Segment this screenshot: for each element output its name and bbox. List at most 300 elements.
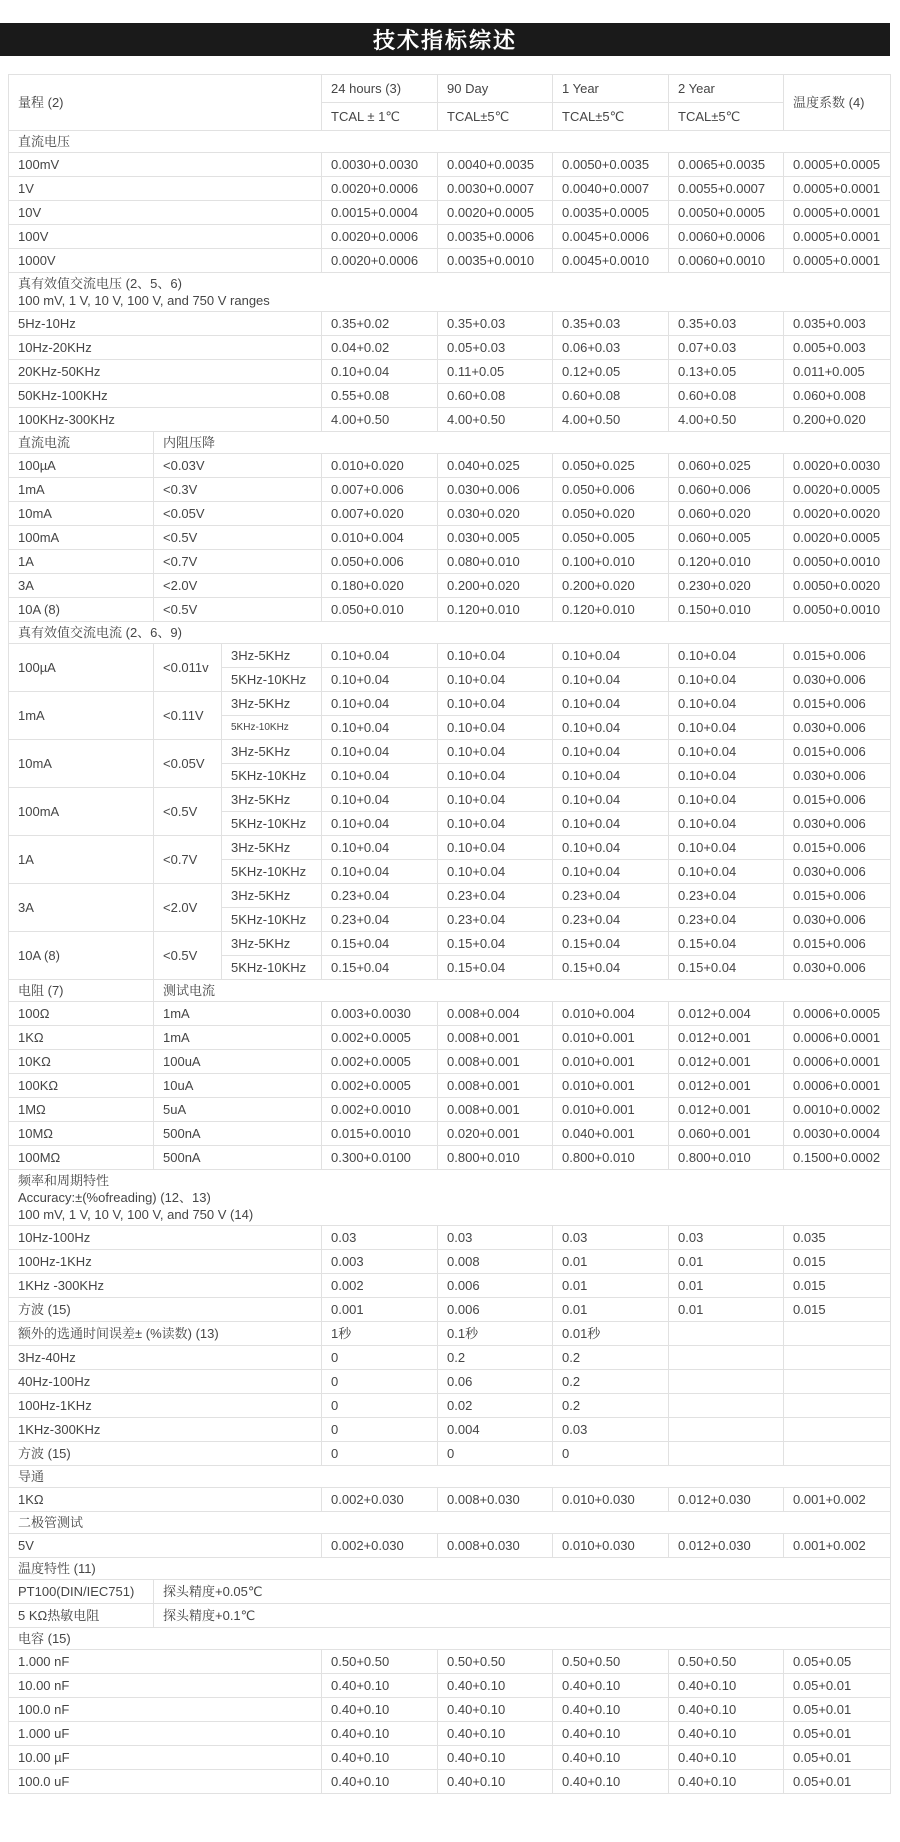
tempco-header: 温度系数 (4) — [784, 75, 891, 131]
section-label: 直流电压 — [9, 131, 891, 153]
value-cell: 0.03 — [553, 1418, 669, 1442]
table-row — [9, 408, 891, 432]
value-cell: 0.200+0.020 — [553, 574, 669, 598]
value-cell: 0.05+0.05 — [784, 1650, 891, 1674]
value-cell: 0.0030+0.0030 — [322, 153, 438, 177]
value-cell: 0.060+0.008 — [784, 384, 891, 408]
value-cell: 0.012+0.001 — [669, 1098, 784, 1122]
value-cell: 0.06+0.03 — [553, 336, 669, 360]
value-cell: 0.007+0.020 — [322, 502, 438, 526]
row-label: 10Hz-20KHz — [9, 336, 322, 360]
row-label: 10MΩ — [9, 1122, 154, 1146]
value-cell: 0.002+0.0005 — [322, 1026, 438, 1050]
value-cell: 0.05+0.01 — [784, 1770, 891, 1794]
value-cell: 0.10+0.04 — [669, 764, 784, 788]
value-cell: 0.008+0.001 — [438, 1050, 553, 1074]
table-row — [9, 1604, 891, 1628]
value-cell: 0.40+0.10 — [669, 1770, 784, 1794]
section-header-line: 100 mV, 1 V, 10 V, 100 V, and 750 V ranges — [18, 293, 270, 308]
value-cell: 0.0040+0.0035 — [438, 153, 553, 177]
value-cell: 0.050+0.006 — [322, 550, 438, 574]
value-cell: 0.002+0.030 — [322, 1488, 438, 1512]
value-cell: 0.02 — [438, 1394, 553, 1418]
value-cell: 1秒 — [322, 1322, 438, 1346]
value-cell: 0.004 — [438, 1418, 553, 1442]
table-row — [9, 550, 891, 574]
table-row — [9, 1322, 891, 1346]
value-cell: 0.012+0.001 — [669, 1026, 784, 1050]
table-row — [9, 526, 891, 550]
value-cell: 0.40+0.10 — [438, 1674, 553, 1698]
value-cell: 0.008+0.030 — [438, 1534, 553, 1558]
value-cell: 0.0006+0.0001 — [784, 1026, 891, 1050]
row-label: 10.00 nF — [9, 1674, 322, 1698]
row-label: 100KHz-300KHz — [9, 408, 322, 432]
value-cell: 0.10+0.04 — [322, 716, 438, 740]
value-cell: 0.005+0.003 — [784, 336, 891, 360]
table-row — [9, 225, 891, 249]
row-label: 5Hz-10Hz — [9, 312, 322, 336]
value-cell: 0.12+0.05 — [553, 360, 669, 384]
value-cell: 0.001+0.002 — [784, 1534, 891, 1558]
value-cell: 100uA — [154, 1050, 322, 1074]
value-cell: 0.06 — [438, 1370, 553, 1394]
table-row — [9, 1394, 891, 1418]
row-label: 100.0 nF — [9, 1698, 322, 1722]
value-cell: 0.15+0.04 — [553, 932, 669, 956]
value-cell: 0.030+0.006 — [784, 908, 891, 932]
value-cell: 0.015+0.006 — [784, 836, 891, 860]
column-header: 24 hours (3) — [322, 75, 438, 103]
value-cell: 0.10+0.04 — [322, 644, 438, 668]
value-cell: 0.40+0.10 — [438, 1722, 553, 1746]
value-cell: 0.15+0.04 — [669, 932, 784, 956]
value-cell: 0.0045+0.0006 — [553, 225, 669, 249]
value-cell: 0.008+0.001 — [438, 1026, 553, 1050]
value-cell: 0.2 — [553, 1346, 669, 1370]
section-label: 直流电流 — [9, 432, 154, 454]
value-cell — [669, 1394, 784, 1418]
value-cell: 3Hz-5KHz — [222, 884, 322, 908]
row-label: 3A — [9, 884, 154, 932]
value-cell: 0.0035+0.0010 — [438, 249, 553, 273]
value-cell: 0.05+0.01 — [784, 1722, 891, 1746]
section-row — [9, 1170, 891, 1226]
value-cell: 0.10+0.04 — [322, 788, 438, 812]
table-row — [9, 1370, 891, 1394]
value-cell: 0.030+0.006 — [784, 668, 891, 692]
value-cell: 0.015+0.0010 — [322, 1122, 438, 1146]
value-cell: 0.40+0.10 — [553, 1722, 669, 1746]
row-label: 1KΩ — [9, 1488, 322, 1512]
value-cell: 0.060+0.006 — [669, 478, 784, 502]
value-cell: 0.002+0.0010 — [322, 1098, 438, 1122]
value-cell: 0.0035+0.0006 — [438, 225, 553, 249]
row-label: 100µA — [9, 454, 154, 478]
value-cell: 0.23+0.04 — [438, 884, 553, 908]
value-cell: 0.0060+0.0010 — [669, 249, 784, 273]
table-row — [9, 1274, 891, 1298]
value-cell: 0.2 — [553, 1370, 669, 1394]
value-cell: 0 — [553, 1442, 669, 1466]
value-cell: 0.035+0.003 — [784, 312, 891, 336]
value-cell: 探头精度+0.1℃ — [154, 1604, 891, 1628]
value-cell: 3Hz-5KHz — [222, 692, 322, 716]
value-cell: 0.2 — [553, 1394, 669, 1418]
value-cell: 0.10+0.04 — [553, 740, 669, 764]
value-cell: 0.0020+0.0030 — [784, 454, 891, 478]
value-cell: 0.50+0.50 — [438, 1650, 553, 1674]
table-row — [9, 1674, 891, 1698]
table-row — [9, 1250, 891, 1274]
value-cell: <0.5V — [154, 526, 322, 550]
row-label: 1MΩ — [9, 1098, 154, 1122]
value-cell: 0.012+0.001 — [669, 1050, 784, 1074]
value-cell — [669, 1322, 784, 1346]
row-label: 20KHz-50KHz — [9, 360, 322, 384]
section-header-line: Accuracy:±(%ofreading) (12、13) — [18, 1190, 211, 1205]
row-label: 1V — [9, 177, 322, 201]
value-cell: 0.10+0.04 — [438, 836, 553, 860]
value-cell: 4.00+0.50 — [669, 408, 784, 432]
value-cell: 0.35+0.02 — [322, 312, 438, 336]
value-cell: 0.0050+0.0010 — [784, 550, 891, 574]
row-label: 100mA — [9, 788, 154, 836]
row-label: 50KHz-100KHz — [9, 384, 322, 408]
value-cell: 0.0005+0.0001 — [784, 201, 891, 225]
value-cell: 0.230+0.020 — [669, 574, 784, 598]
value-cell: 0.35+0.03 — [669, 312, 784, 336]
section-label: 真有效值交流电流 (2、6、9) — [9, 622, 891, 644]
value-cell: 0.10+0.04 — [322, 668, 438, 692]
row-label: 1KHz-300KHz — [9, 1418, 322, 1442]
value-cell: 0.10+0.04 — [438, 716, 553, 740]
row-label: 10V — [9, 201, 322, 225]
value-cell: 0.015+0.006 — [784, 932, 891, 956]
value-cell: 0.002+0.030 — [322, 1534, 438, 1558]
value-cell: 0.015+0.006 — [784, 692, 891, 716]
value-cell: 0.15+0.04 — [438, 956, 553, 980]
value-cell: 0.120+0.010 — [438, 598, 553, 622]
section-label: 温度特性 (11) — [9, 1558, 891, 1580]
value-cell: 0.10+0.04 — [438, 740, 553, 764]
value-cell: 0.40+0.10 — [438, 1698, 553, 1722]
table-row — [9, 598, 891, 622]
value-cell: 0.10+0.04 — [669, 692, 784, 716]
value-cell: <0.5V — [154, 598, 322, 622]
section-header-line: 真有效值交流电压 (2、5、6) — [18, 276, 182, 291]
value-cell: 0.015+0.006 — [784, 740, 891, 764]
row-label: 100.0 uF — [9, 1770, 322, 1794]
value-cell — [669, 1370, 784, 1394]
value-cell: 0.60+0.08 — [669, 384, 784, 408]
value-cell: 10uA — [154, 1074, 322, 1098]
value-cell: 0.10+0.04 — [553, 692, 669, 716]
value-cell: 0.10+0.04 — [553, 764, 669, 788]
value-cell: 0.0030+0.0004 — [784, 1122, 891, 1146]
value-cell: 0.0040+0.0007 — [553, 177, 669, 201]
tcal-header: TCAL±5℃ — [438, 103, 553, 131]
page-title: 技术指标综述 — [372, 28, 517, 53]
value-cell: 0.002 — [322, 1274, 438, 1298]
value-cell: 0.006 — [438, 1274, 553, 1298]
value-cell: 0.40+0.10 — [553, 1770, 669, 1794]
value-cell: 0.012+0.001 — [669, 1074, 784, 1098]
value-cell: 0.10+0.04 — [669, 716, 784, 740]
row-label: 1mA — [9, 478, 154, 502]
value-cell: 0.10+0.04 — [322, 860, 438, 884]
value-cell: 500nA — [154, 1146, 322, 1170]
value-cell: 4.00+0.50 — [322, 408, 438, 432]
value-cell: 0.0020+0.0005 — [784, 478, 891, 502]
value-cell — [784, 1322, 891, 1346]
value-cell: 0.23+0.04 — [438, 908, 553, 932]
value-cell: 0.04+0.02 — [322, 336, 438, 360]
value-cell: 0.03 — [438, 1226, 553, 1250]
section-label — [9, 1170, 891, 1226]
value-cell: 0.0020+0.0006 — [322, 225, 438, 249]
value-cell: 0.10+0.04 — [553, 812, 669, 836]
value-cell: 0.15+0.04 — [322, 956, 438, 980]
value-cell: <0.05V — [154, 740, 222, 788]
value-cell — [669, 1442, 784, 1466]
row-label: 100mA — [9, 526, 154, 550]
value-cell: 0.10+0.04 — [669, 836, 784, 860]
value-cell: 0.10+0.04 — [669, 788, 784, 812]
header-row-periods — [9, 75, 891, 103]
value-cell: 0.05+0.01 — [784, 1746, 891, 1770]
table-row — [9, 1298, 891, 1322]
value-cell — [669, 1346, 784, 1370]
table-row — [9, 1770, 891, 1794]
value-cell: 0.40+0.10 — [669, 1746, 784, 1770]
value-cell: 0.40+0.10 — [553, 1698, 669, 1722]
value-cell: 0.10+0.04 — [438, 644, 553, 668]
row-label: 10KΩ — [9, 1050, 154, 1074]
value-cell: 3Hz-5KHz — [222, 740, 322, 764]
value-cell: 0.008 — [438, 1250, 553, 1274]
row-label: 5KHz-10KHz — [222, 764, 322, 788]
row-label: PT100(DIN/IEC751) — [9, 1580, 154, 1604]
value-cell: 0.010+0.001 — [553, 1074, 669, 1098]
row-label: 5KHz-10KHz — [222, 908, 322, 932]
section-row — [9, 1512, 891, 1534]
value-cell: <0.03V — [154, 454, 322, 478]
value-cell: 0.030+0.006 — [784, 716, 891, 740]
value-cell: 0.030+0.006 — [784, 812, 891, 836]
value-cell: 0.23+0.04 — [669, 884, 784, 908]
value-cell: 0.011+0.005 — [784, 360, 891, 384]
value-cell: 0.003+0.0030 — [322, 1002, 438, 1026]
column-header: 90 Day — [438, 75, 553, 103]
table-row — [9, 644, 891, 668]
value-cell: 0.040+0.025 — [438, 454, 553, 478]
value-cell: 0.0020+0.0005 — [438, 201, 553, 225]
value-cell: 0.060+0.005 — [669, 526, 784, 550]
table-row — [9, 884, 891, 908]
value-cell: 0.015 — [784, 1250, 891, 1274]
value-cell: 0.10+0.04 — [669, 860, 784, 884]
value-cell: 0.0055+0.0007 — [669, 177, 784, 201]
value-cell: 0.50+0.50 — [669, 1650, 784, 1674]
value-cell: 0.002+0.0005 — [322, 1074, 438, 1098]
table-row — [9, 1418, 891, 1442]
table-row — [9, 1442, 891, 1466]
value-cell: 0.015+0.006 — [784, 884, 891, 908]
value-cell: 0.0060+0.0006 — [669, 225, 784, 249]
row-label: 5KHz-10KHz — [222, 668, 322, 692]
value-cell: 0.0020+0.0005 — [784, 526, 891, 550]
table-row — [9, 740, 891, 764]
row-label: 5KHz-10KHz — [222, 716, 322, 740]
value-cell: 0.10+0.04 — [553, 668, 669, 692]
table-row — [9, 836, 891, 860]
value-cell: <0.7V — [154, 836, 222, 884]
value-cell: 0 — [322, 1418, 438, 1442]
value-cell: <0.5V — [154, 788, 222, 836]
value-cell: 0.10+0.04 — [669, 644, 784, 668]
value-cell: 0.10+0.04 — [438, 692, 553, 716]
table-row — [9, 932, 891, 956]
value-cell: 0.10+0.04 — [669, 812, 784, 836]
column-header: 1 Year — [553, 75, 669, 103]
value-cell: 0.10+0.04 — [322, 764, 438, 788]
value-cell: 0.150+0.010 — [669, 598, 784, 622]
table-row — [9, 384, 891, 408]
value-cell: 0.01 — [553, 1298, 669, 1322]
value-cell: 0.05+0.01 — [784, 1698, 891, 1722]
section-label — [9, 273, 891, 312]
table-row — [9, 1122, 891, 1146]
value-cell: 0 — [438, 1442, 553, 1466]
table-row — [9, 1002, 891, 1026]
value-cell — [669, 1418, 784, 1442]
value-cell: <2.0V — [154, 574, 322, 598]
table-row — [9, 1074, 891, 1098]
table-row — [9, 1026, 891, 1050]
value-cell: 0.0015+0.0004 — [322, 201, 438, 225]
value-cell: 0.10+0.04 — [438, 668, 553, 692]
value-cell: 0.10+0.04 — [322, 360, 438, 384]
table-row — [9, 1534, 891, 1558]
value-cell: 3Hz-5KHz — [222, 788, 322, 812]
table-row — [9, 478, 891, 502]
value-cell: 0.060+0.001 — [669, 1122, 784, 1146]
value-cell: 0.0006+0.0005 — [784, 1002, 891, 1026]
value-cell: <0.7V — [154, 550, 322, 574]
row-label: 1KΩ — [9, 1026, 154, 1050]
section-row — [9, 622, 891, 644]
row-label: 10mA — [9, 502, 154, 526]
value-cell: 0.23+0.04 — [322, 908, 438, 932]
row-label: 5 KΩ热敏电阻 — [9, 1604, 154, 1628]
row-label: 10mA — [9, 740, 154, 788]
value-cell: 0.10+0.04 — [322, 836, 438, 860]
value-cell — [784, 1442, 891, 1466]
table-row — [9, 201, 891, 225]
value-cell: 0.010+0.020 — [322, 454, 438, 478]
section-row — [9, 131, 891, 153]
value-cell: 0.060+0.025 — [669, 454, 784, 478]
value-cell: 0.007+0.006 — [322, 478, 438, 502]
table-row — [9, 1580, 891, 1604]
value-cell: 0.35+0.03 — [438, 312, 553, 336]
tcal-header: TCAL ± 1℃ — [322, 103, 438, 131]
value-cell — [784, 1370, 891, 1394]
value-cell: 0.001 — [322, 1298, 438, 1322]
value-cell: 0.010+0.001 — [553, 1050, 669, 1074]
value-cell — [784, 1418, 891, 1442]
value-cell: 0.010+0.030 — [553, 1534, 669, 1558]
value-cell: 0.60+0.08 — [553, 384, 669, 408]
title-bar — [0, 23, 890, 56]
table-row — [9, 1050, 891, 1074]
value-cell: <0.011v — [154, 644, 222, 692]
value-cell: 0.10+0.04 — [322, 740, 438, 764]
value-cell: 0.15+0.04 — [438, 932, 553, 956]
table-row — [9, 153, 891, 177]
table-row — [9, 249, 891, 273]
value-cell: 0 — [322, 1370, 438, 1394]
value-cell: 0.008+0.001 — [438, 1098, 553, 1122]
value-cell: 0.10+0.04 — [553, 716, 669, 740]
value-cell: 0.10+0.04 — [553, 860, 669, 884]
value-cell: 0.010+0.030 — [553, 1488, 669, 1512]
value-cell: 0.012+0.004 — [669, 1002, 784, 1026]
value-cell: 0.0005+0.0001 — [784, 225, 891, 249]
value-cell: <2.0V — [154, 884, 222, 932]
value-cell: 0.100+0.010 — [553, 550, 669, 574]
row-label: 100mV — [9, 153, 322, 177]
value-cell: 0.0065+0.0035 — [669, 153, 784, 177]
value-cell: 0.0020+0.0006 — [322, 249, 438, 273]
tcal-header: TCAL±5℃ — [669, 103, 784, 131]
value-cell: 0.002+0.0005 — [322, 1050, 438, 1074]
value-cell: 0.1500+0.0002 — [784, 1146, 891, 1170]
row-label: 1000V — [9, 249, 322, 273]
range-header: 量程 (2) — [9, 75, 322, 131]
table-row — [9, 1722, 891, 1746]
table-row — [9, 1650, 891, 1674]
value-cell: 0.40+0.10 — [438, 1770, 553, 1794]
value-cell: 0.008+0.001 — [438, 1074, 553, 1098]
value-cell: 0.23+0.04 — [669, 908, 784, 932]
value-cell: <0.05V — [154, 502, 322, 526]
row-label: 5KHz-10KHz — [222, 812, 322, 836]
row-label: 1A — [9, 836, 154, 884]
value-cell: 0.01 — [553, 1250, 669, 1274]
row-label: 额外的选通时间误差± (%读数) (13) — [9, 1322, 322, 1346]
value-cell: 0.60+0.08 — [438, 384, 553, 408]
table-row — [9, 1346, 891, 1370]
value-cell: 0.0035+0.0005 — [553, 201, 669, 225]
row-label: 40Hz-100Hz — [9, 1370, 322, 1394]
value-cell: 0.010+0.004 — [322, 526, 438, 550]
value-cell: 0.10+0.04 — [669, 668, 784, 692]
row-label: 10Hz-100Hz — [9, 1226, 322, 1250]
row-label: 100KΩ — [9, 1074, 154, 1098]
value-cell: 0.40+0.10 — [322, 1674, 438, 1698]
value-cell: 0.05+0.01 — [784, 1674, 891, 1698]
table-row — [9, 1746, 891, 1770]
value-cell: 0.015+0.006 — [784, 788, 891, 812]
value-cell: 0.40+0.10 — [669, 1674, 784, 1698]
value-cell: 0.40+0.10 — [553, 1746, 669, 1770]
value-cell: 0.01 — [669, 1298, 784, 1322]
section-header-line: 100 mV, 1 V, 10 V, 100 V, and 750 V (14) — [18, 1207, 254, 1222]
value-cell: 4.00+0.50 — [553, 408, 669, 432]
value-cell: 0.030+0.005 — [438, 526, 553, 550]
